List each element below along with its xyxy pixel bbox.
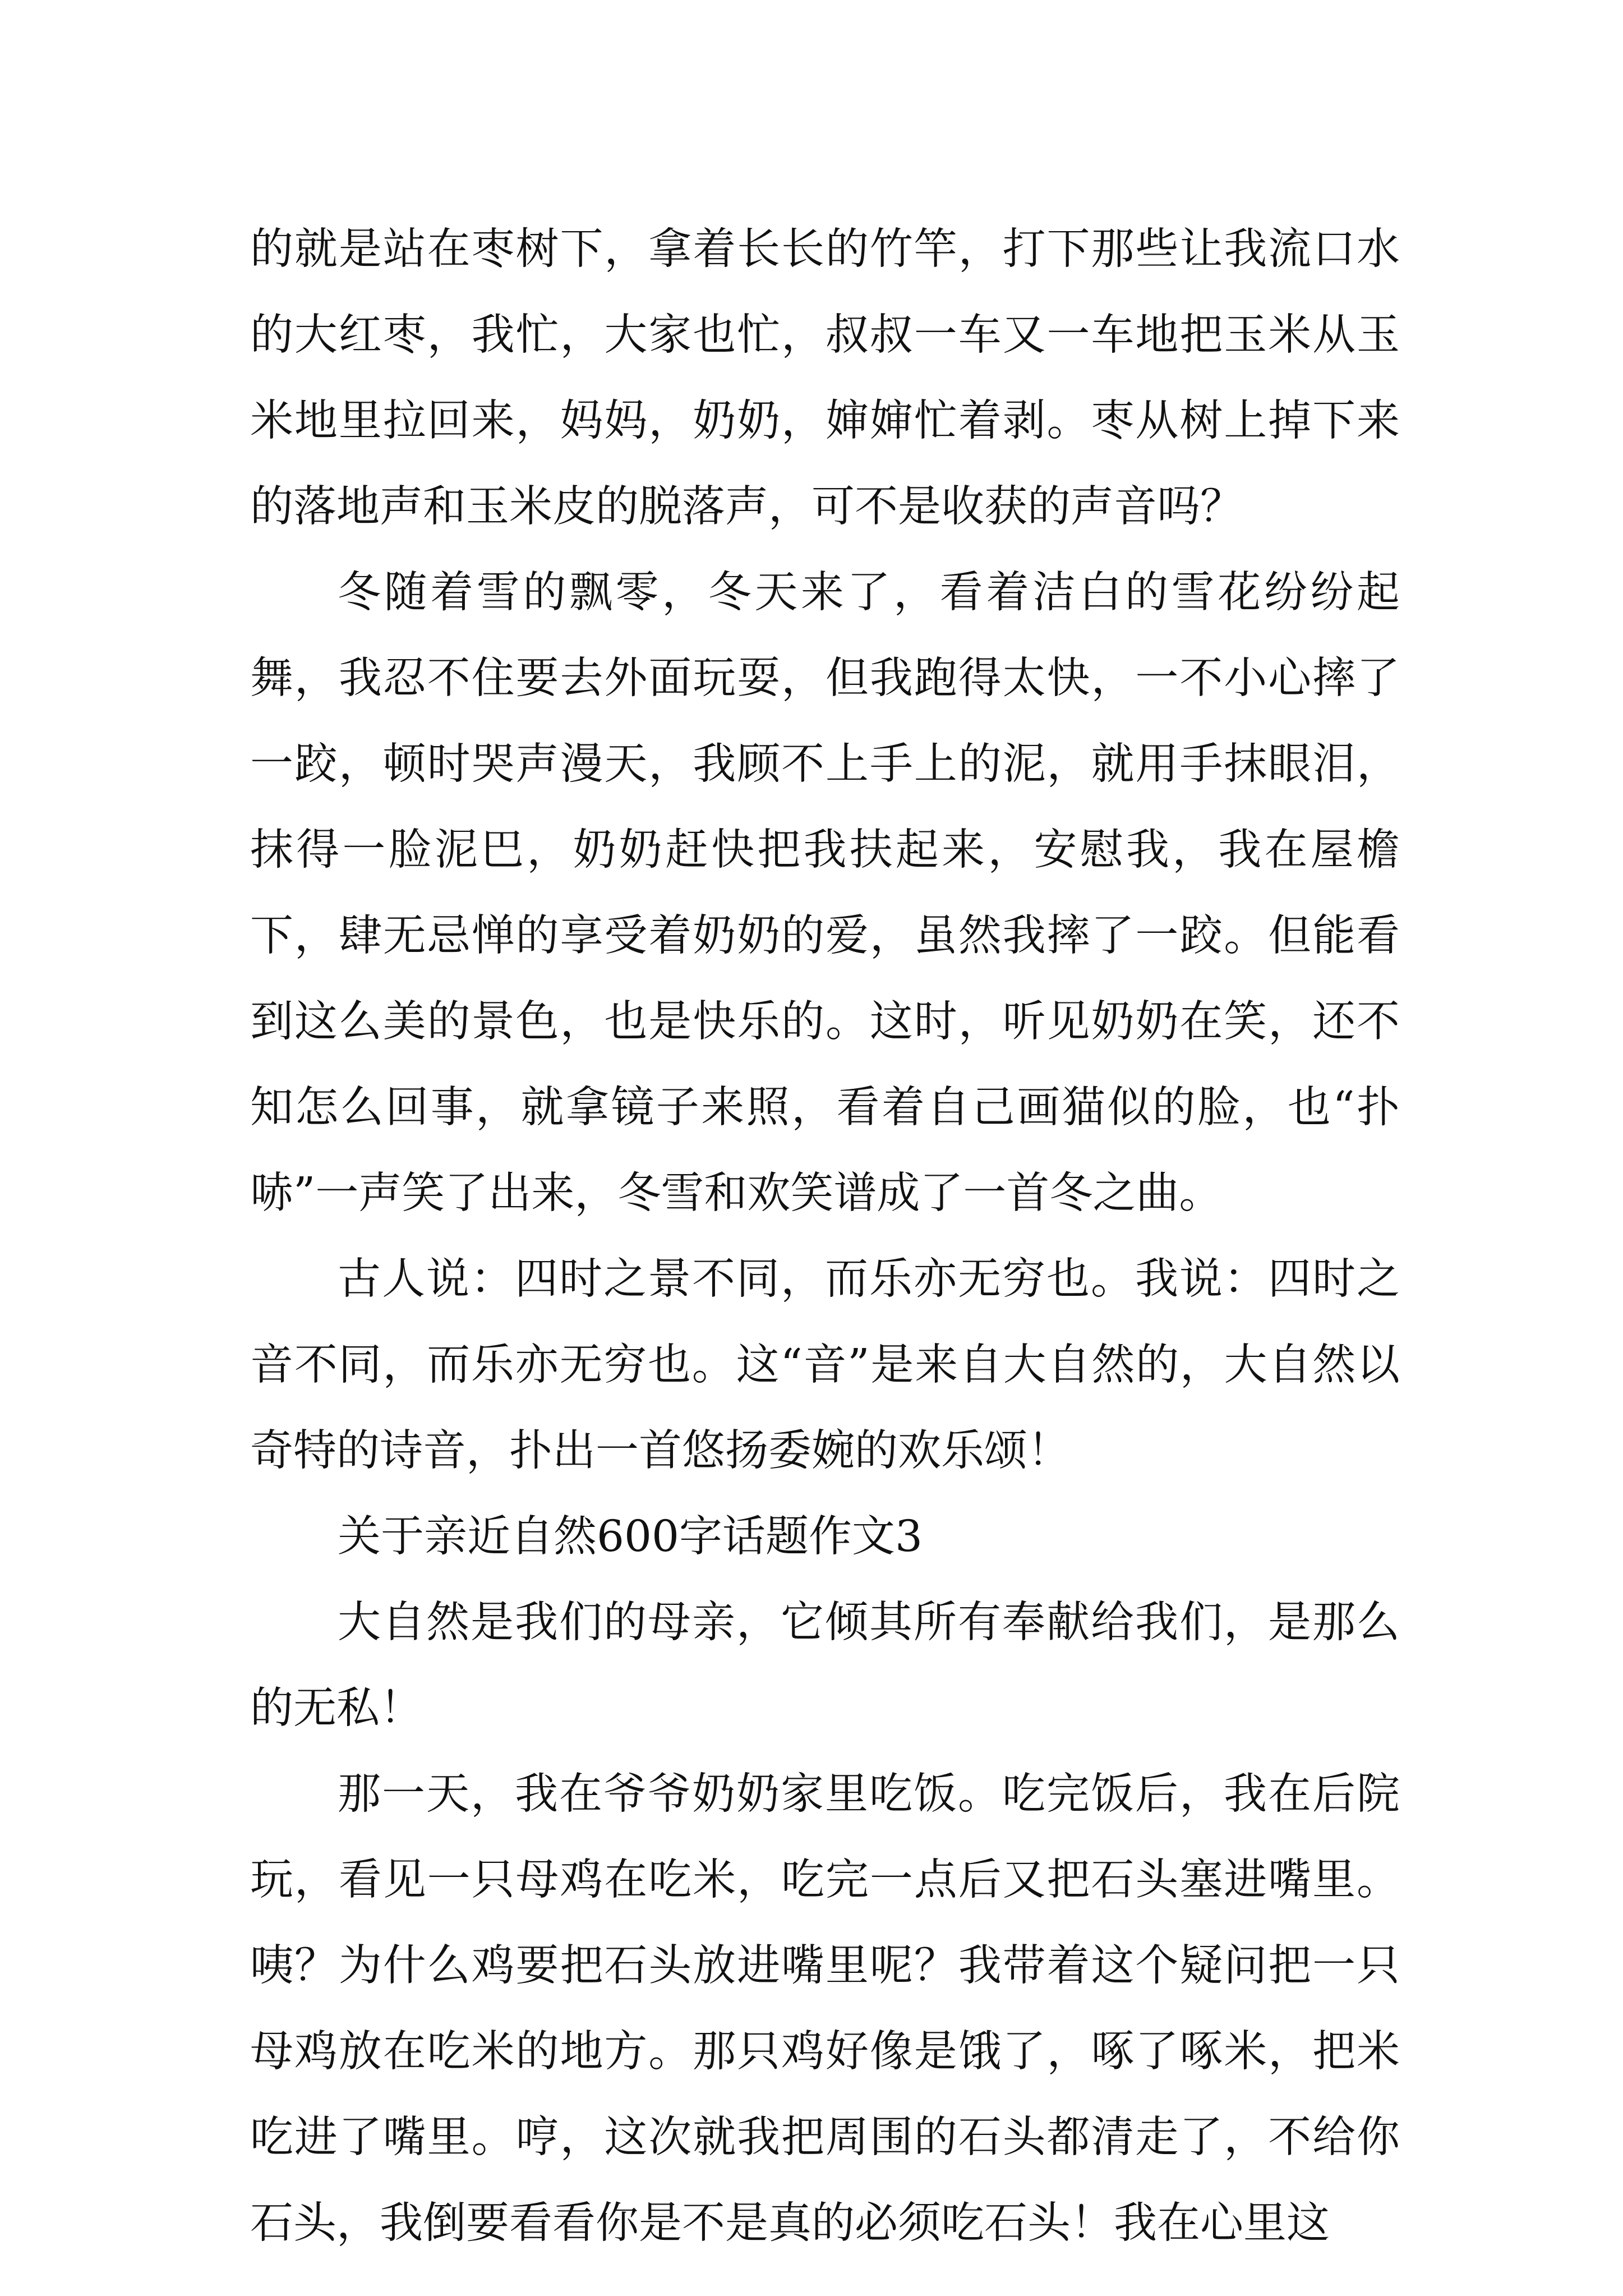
paragraph-ancients-said: 古人说：四时之景不同，而乐亦无穷也。我说：四时之音不同，而乐亦无穷也。这“音”是来自大自然的，大自然以奇特的诗音，扑出一首悠扬委婉的欢乐颂！ (250, 1254, 1400, 1476)
paragraph-continuation: 的就是站在枣树下，拿着长长的竹竿，打下那些让我流口水的大红枣，我忙，大家也忙，叔叔一车又一车地把玉米从玉米地里拉回来，妈妈，奶奶，婶婶忙着剥。枣从树上掉下来的落地声和玉米皮的脱落声，可不是收获的声音吗？ (250, 224, 1400, 532)
essay-heading: 关于亲近自然600字话题作文3 (338, 1512, 923, 1562)
document-body (250, 206, 1400, 2266)
paragraph-nature-mother: 大自然是我们的母亲，它倾其所有奉献给我们，是那么的无私！ (250, 1598, 1400, 1733)
paragraph-winter: 冬随着雪的飘零，冬天来了，看着洁白的雪花纷纷起舞，我忍不住要去外面玩耍，但我跑得太快，一不小心摔了一跤，顿时哭声漫天，我顾不上手上的泥，就用手抹眼泪，抹得一脸泥巴，奶奶赶快把我扶起来，安慰我，我在屋檐下，肆无忌惮的享受着奶奶的爱，虽然我摔了一跤。但能看到这么美的景色，也是快乐的。这时，听见奶奶在笑，还不知怎么回事，就拿镜子来照，看着自己画猫似的脸，也“扑哧”一声笑了出来，冬雪和欢笑谱成了一首冬之曲。 (250, 568, 1400, 1218)
paragraph-hen-story: 那一天，我在爷爷奶奶家里吃饭。吃完饭后，我在后院玩，看见一只母鸡在吃米，吃完一点后又把石头塞进嘴里。咦？为什么鸡要把石头放进嘴里呢？我带着这个疑问把一只母鸡放在吃米的地方。那只鸡好像是饿了，啄了啄米，把米吃进了嘴里。哼，这次就我把周围的石头都清走了，不给你石头，我倒要看看你是不是真的必须吃石头！我在心里这 (250, 1769, 1400, 2248)
